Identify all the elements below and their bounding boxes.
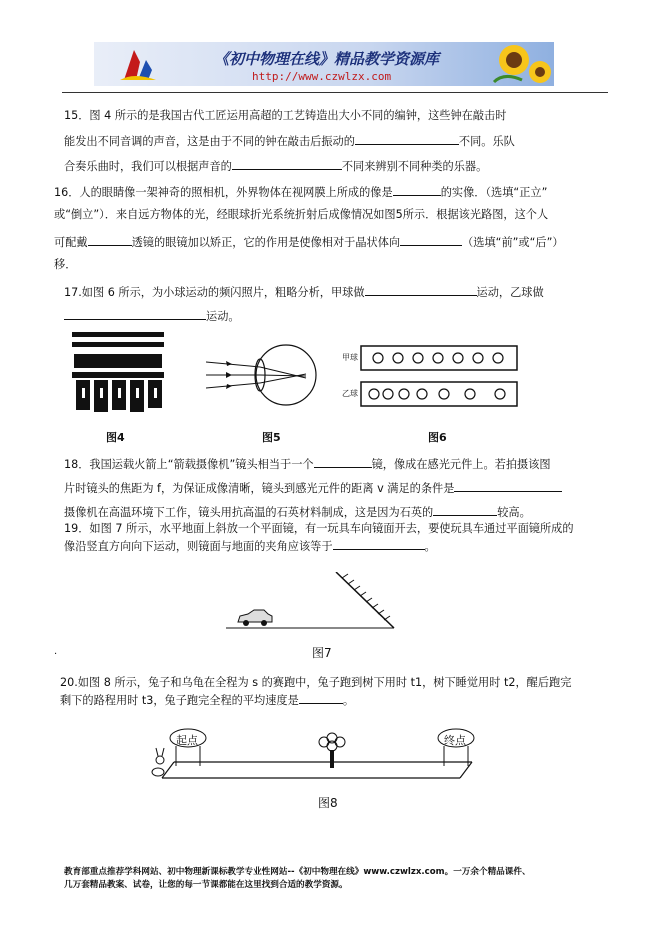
figure7-car-mirror [226,572,406,632]
figure4-caption: 图4 [106,431,125,444]
q18-line2: 片时镜头的焦距为 f，为保证成像清晰，镜头到感光元件的距离 v 满足的条件是 [64,480,562,496]
q17-blank1[interactable] [365,284,477,296]
stray-dot: . [54,646,58,657]
q18-blank1[interactable] [314,456,372,468]
q15-line3: 合奏乐曲时，我们可以根据声音的 不同来辨别不同种类的乐器。 [64,160,488,173]
ball-b-label: 乙球 [342,389,358,398]
q19-line1: 19．如图 7 所示，水平地面上斜放一个平面镜，有一玩具车向镜面开去，要使玩具车通过平面镜所成的 [64,522,574,535]
q16-line3: 可配戴 透镜的眼镜加以矫正，它的作用是使像相对于晶状体向 （选填“前”或“后”） [54,236,564,249]
q16-line2: 或“倒立”）．来自远方物体的光，经眼球折光系统折射后成像情况如图5所示．根据该光路图，这个人 [54,208,549,221]
q17-line1: 17.如图 6 所示，为小球运动的频闪照片，粗略分析，甲球做 运动，乙球做 [64,286,544,299]
figure8-caption: 图8 [318,796,338,810]
end-label: 终点 [444,734,466,747]
figure5-eye-diagram [206,340,326,410]
q16-line1: 16．人的眼睛像一架神奇的照相机，外界物体在视网膜上所成的像是 的实像．（选填“正立” [54,186,548,199]
banner-title: 《初中物理在线》精品教学资源库 [214,50,440,68]
tree-icon [319,733,345,768]
q16-blank2[interactable] [88,234,132,246]
q15-blank2[interactable] [232,158,342,170]
q15-blank1[interactable] [355,133,459,145]
figure6-strobe-photo [360,344,520,410]
header-rule [62,92,608,93]
q19-line2: 像沿竖直方向向下运动，则镜面与地面的夹角应该等于 。 [64,540,436,553]
banner-url: http://www.czwlzx.com [252,70,392,83]
figure7-caption: 图7 [312,646,332,660]
figure4-bells [72,332,164,416]
q16-blank1[interactable] [393,184,441,196]
q15-line1: 15．图 4 所示的是我国古代工匠运用高超的工艺铸造出大小不同的编钟，这些钟在敲击时 [64,109,507,122]
toy-car-icon [238,610,272,626]
ball-a-label: 甲球 [342,353,358,362]
figure6-caption: 图6 [428,431,447,444]
footer [64,866,624,892]
q17-line2: 运动。 [64,308,240,324]
q16-line4: 移． [54,258,77,271]
q18-line3: 摄像机在高温环境下工作，镜头用抗高温的石英材料制成，这是因为石英的 较高。 [64,506,531,519]
rabbit-turtle-icon [152,748,164,776]
q15-line2: 能发出不同音调的声音，这是由于不同的钟在敲击后振动的 不同。乐队 [64,135,515,148]
q16-blank3[interactable] [400,234,462,246]
start-label: 起点 [176,734,198,747]
q17-blank2[interactable] [64,308,206,320]
q18-blank3[interactable] [433,504,497,516]
q20-line2: 剩下的路程用时 t3，兔子跑完全程的平均速度是 。 [60,694,355,707]
q19-blank1[interactable] [333,538,425,550]
q18-line1: 18．我国运载火箭上“箭载摄像机”镜头相当于一个 镜，像成在感光元件上。若拍摄该图 [64,458,551,471]
q20-blank1[interactable] [299,692,343,704]
figure5-caption: 图5 [262,431,281,444]
footer-line2: 几万套精品教案、试卷，让您的每一节课都能在这里找到合适的教学资源。 [64,880,348,890]
q18-blank2[interactable] [454,480,562,492]
q20-line1: 20.如图 8 所示，兔子和乌龟在全程为 s 的赛跑中，兔子跑到树下用时 t1，树下睡觉用时 t2，醒后跑完 [60,676,572,689]
footer-line1: 教育部重点推荐学科网站、初中物理新课标教学专业性网站--《初中物理在线》www.czwlzx.com。一万余个精品课件、 [64,867,531,877]
header-banner [94,42,554,86]
